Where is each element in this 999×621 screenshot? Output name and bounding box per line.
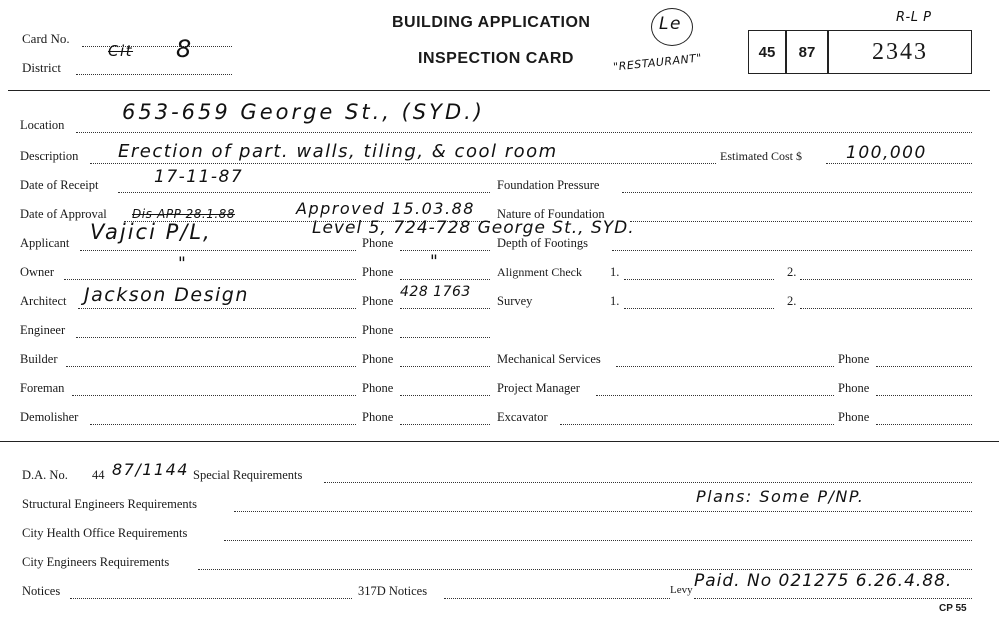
engineer-label: Engineer: [20, 323, 66, 337]
mechanical-line: [616, 366, 834, 367]
city-eng-line: [198, 569, 972, 570]
foreman-line: [72, 395, 356, 396]
requirements-divider: [0, 441, 999, 442]
mechanical-phone-label: Phone: [838, 352, 870, 366]
engineer-phone-label: Phone: [362, 323, 394, 337]
notices-317d-line: [444, 598, 670, 599]
district-label: District: [22, 60, 61, 75]
architect-phone-label: Phone: [362, 294, 394, 308]
owner-phone-line: [400, 279, 490, 280]
health-line: [224, 540, 972, 541]
special-req-line: [324, 482, 972, 483]
date-receipt-line: [118, 192, 490, 193]
card-no-line: [82, 46, 232, 47]
project-manager-line: [596, 395, 834, 396]
applicant-address: Level 5, 724-728 George St., SYD.: [312, 218, 635, 238]
code-box-3: 2343: [828, 30, 972, 74]
notices-317d-label: 317D Notices: [358, 584, 428, 598]
code-box-2: 87: [786, 30, 828, 74]
card-title-line1: BUILDING APPLICATION: [392, 14, 591, 31]
date-approval-struck: Dis-APP 28.1.88: [132, 207, 235, 221]
project-manager-label: Project Manager: [497, 381, 580, 395]
architect-phone-value: 428 1763: [400, 284, 471, 300]
architect-phone-line: [400, 308, 490, 309]
card-no-label: Card No.: [22, 31, 70, 46]
structural-label: Structural Engineers Requirements: [22, 497, 197, 511]
project-manager-phone-label: Phone: [838, 381, 870, 395]
builder-phone-line: [400, 366, 490, 367]
architect-line: [78, 308, 356, 309]
location-value: 653-659 George St., (SYD.): [122, 100, 485, 124]
form-code: CP 55: [939, 603, 967, 614]
estimated-cost-line: [826, 163, 972, 164]
description-label: Description: [20, 149, 79, 163]
alignment-check-num2: 2.: [787, 265, 797, 279]
description-value: Erection of part. walls, tiling, & cool room: [118, 141, 558, 162]
foreman-phone-line: [400, 395, 490, 396]
mechanical-label: Mechanical Services: [497, 352, 601, 366]
applicant-label: Applicant: [20, 236, 70, 250]
location-line: [76, 132, 972, 133]
card-no-struck-value: Cit: [108, 42, 134, 60]
applicant-phone-line: [400, 250, 490, 251]
owner-value: ": [178, 254, 188, 274]
levy-value: Paid. No 021275 6.26.4.88.: [694, 571, 953, 591]
nature-foundation-label: Nature of Foundation: [497, 207, 605, 221]
mechanical-phone-line: [876, 366, 972, 367]
corner-note: R-L P: [896, 10, 932, 25]
date-receipt-value: 17-11-87: [154, 167, 244, 187]
owner-label: Owner: [20, 265, 55, 279]
da-no-prefix: 44: [92, 468, 105, 482]
structural-value: Plans: Some P/NP.: [696, 487, 865, 506]
code-box-1: 45: [748, 30, 786, 74]
depth-footings-line: [612, 250, 972, 251]
applicant-phone-label: Phone: [362, 236, 394, 250]
estimated-cost-value: 100,000: [846, 143, 927, 163]
da-no-value: 87/1144: [112, 460, 189, 479]
district-line: [76, 74, 232, 75]
special-req-label: Special Requirements: [193, 468, 303, 482]
engineer-line: [76, 337, 356, 338]
applicant-line: [80, 250, 356, 251]
demolisher-label: Demolisher: [20, 410, 79, 424]
alignment-check-num1: 1.: [610, 265, 620, 279]
owner-phone-label: Phone: [362, 265, 394, 279]
restaurant-note: "RESTAURANT": [612, 51, 703, 74]
applicant-value: Vajici P/L,: [90, 220, 212, 244]
engineer-phone-line: [400, 337, 490, 338]
architect-value: Jackson Design: [84, 284, 249, 306]
notices-label: Notices: [22, 584, 61, 598]
da-no-label: D.A. No.: [22, 468, 68, 482]
excavator-phone-label: Phone: [838, 410, 870, 424]
nature-foundation-line: [630, 221, 972, 222]
foreman-label: Foreman: [20, 381, 65, 395]
circled-note: Le: [659, 14, 682, 34]
architect-label: Architect: [20, 294, 67, 308]
project-manager-phone-line: [876, 395, 972, 396]
structural-line: [234, 511, 972, 512]
builder-line: [66, 366, 356, 367]
demolisher-phone-label: Phone: [362, 410, 394, 424]
city-eng-label: City Engineers Requirements: [22, 555, 170, 569]
alignment-check-label: Alignment Check: [497, 265, 582, 279]
description-line: [90, 163, 716, 164]
survey-line2: [800, 308, 972, 309]
card-no-value: 8: [176, 35, 195, 63]
alignment-check-line2: [800, 279, 972, 280]
survey-label: Survey: [497, 294, 533, 308]
date-receipt-label: Date of Receipt: [20, 178, 99, 192]
alignment-check-line1: [624, 279, 774, 280]
survey-line1: [624, 308, 774, 309]
owner-phone-value: ": [430, 252, 440, 272]
excavator-label: Excavator: [497, 410, 548, 424]
demolisher-phone-line: [400, 424, 490, 425]
demolisher-line: [90, 424, 356, 425]
date-approval-value: Approved 15.03.88: [296, 199, 475, 218]
levy-line: [694, 598, 972, 599]
foundation-pressure-label: Foundation Pressure: [497, 178, 600, 192]
survey-num1: 1.: [610, 294, 620, 308]
levy-label: Levy: [670, 584, 693, 596]
depth-footings-label: Depth of Footings: [497, 236, 588, 250]
date-approval-label: Date of Approval: [20, 207, 107, 221]
owner-line: [64, 279, 356, 280]
builder-phone-label: Phone: [362, 352, 394, 366]
survey-num2: 2.: [787, 294, 797, 308]
location-label: Location: [20, 118, 65, 132]
excavator-line: [560, 424, 834, 425]
foundation-pressure-line: [622, 192, 972, 193]
notices-line: [70, 598, 352, 599]
builder-label: Builder: [20, 352, 58, 366]
estimated-cost-label: Estimated Cost $: [720, 149, 802, 163]
health-label: City Health Office Requirements: [22, 526, 188, 540]
foreman-phone-label: Phone: [362, 381, 394, 395]
excavator-phone-line: [876, 424, 972, 425]
card-title-line2: INSPECTION CARD: [418, 50, 574, 67]
header-divider: [8, 90, 990, 91]
